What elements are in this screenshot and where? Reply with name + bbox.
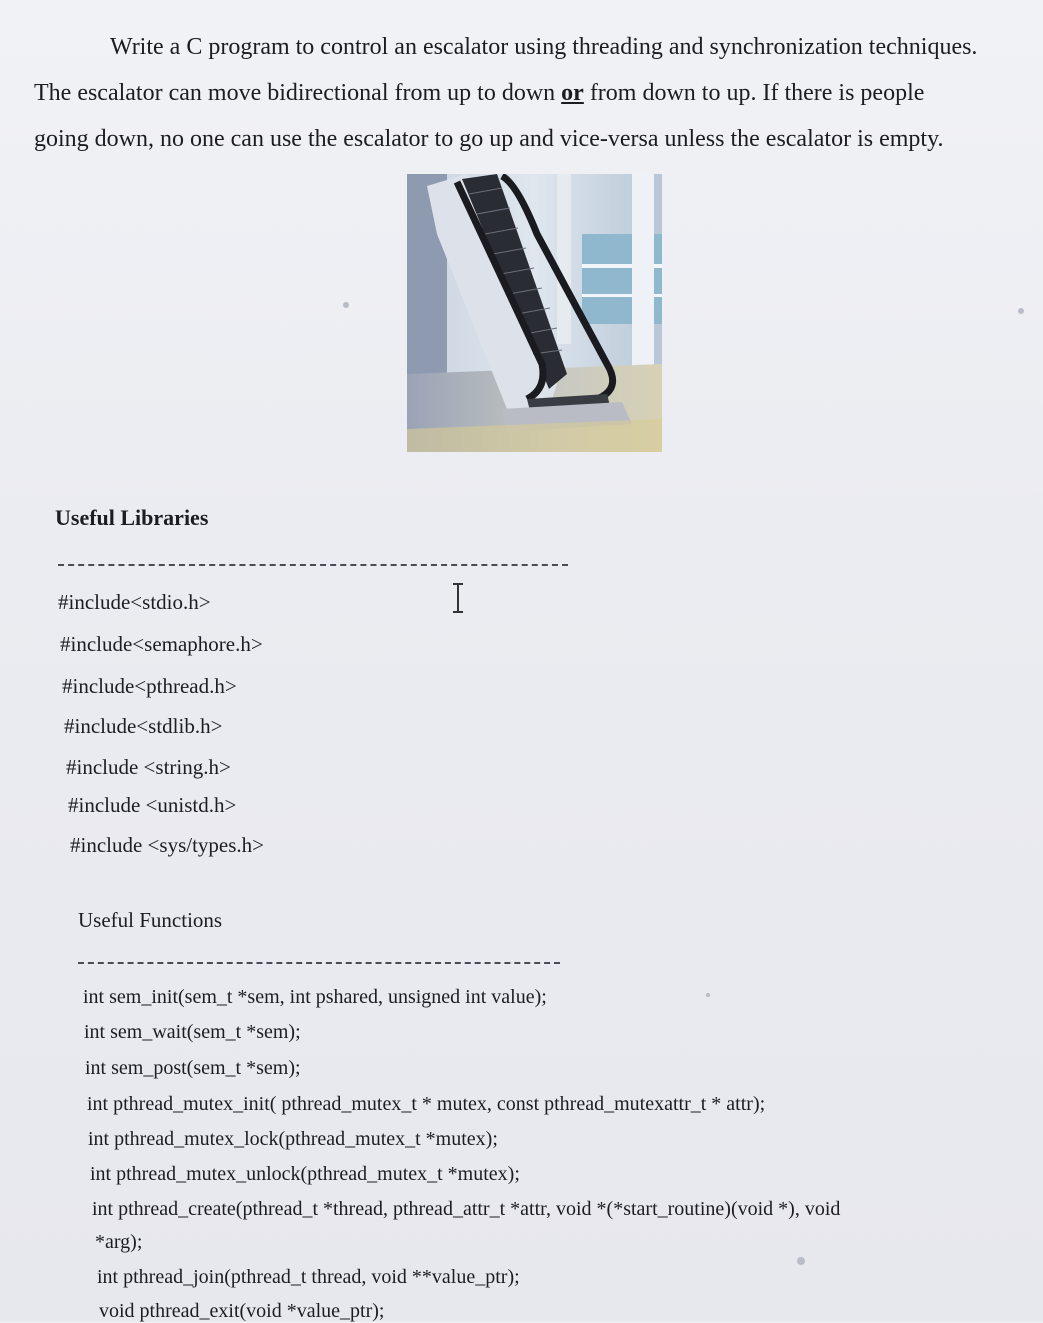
libraries-divider	[58, 564, 568, 566]
function-item: int pthread_mutex_unlock(pthread_mutex_t *mutex);	[90, 1163, 520, 1185]
speck-dot	[706, 993, 710, 997]
text-cursor-icon	[450, 582, 466, 614]
library-item: #include<stdlib.h>	[64, 714, 223, 738]
speck-dot	[797, 1257, 805, 1265]
function-item: int pthread_mutex_init( pthread_mutex_t * mutex, const pthread_mutexattr_t * attr);	[87, 1093, 766, 1115]
library-item: #include <sys/types.h>	[70, 833, 265, 857]
question-line-2a: The escalator can move bidirectional from up to down	[34, 80, 556, 106]
escalator-photo	[407, 174, 662, 452]
library-item: #include <string.h>	[66, 755, 231, 779]
emphasis-or: or	[561, 80, 584, 106]
function-item: *arg);	[95, 1231, 143, 1253]
question-line-1: Write a C program to control an escalator using threading and synchronization techniques.	[110, 34, 978, 60]
speck-dot	[343, 302, 349, 308]
library-item: #include<pthread.h>	[62, 674, 237, 698]
speck-dot	[1018, 308, 1024, 314]
library-item: #include<stdio.h>	[58, 590, 211, 614]
function-item: int sem_wait(sem_t *sem);	[84, 1021, 301, 1043]
function-item: int sem_post(sem_t *sem);	[85, 1057, 301, 1079]
library-item: #include <unistd.h>	[68, 793, 237, 817]
library-item: #include<semaphore.h>	[60, 632, 263, 656]
function-item: int pthread_mutex_lock(pthread_mutex_t *mutex);	[88, 1128, 498, 1150]
functions-heading: Useful Functions	[78, 908, 223, 932]
function-item: int pthread_create(pthread_t *thread, pthread_attr_t *attr, void *(*start_routine)(void *), void	[92, 1198, 841, 1220]
function-item: int pthread_join(pthread_t thread, void **value_ptr);	[97, 1266, 520, 1288]
libraries-heading: Useful Libraries	[55, 505, 209, 530]
function-item: int sem_init(sem_t *sem, int pshared, unsigned int value);	[83, 986, 547, 1008]
question-line-2	[34, 70, 1034, 116]
question-line-3: going down, no one can use the escalator to go up and vice-versa unless the escalator is empty.	[34, 126, 944, 152]
question-line-2b: from down to up. If there is people	[589, 80, 925, 106]
functions-divider	[78, 962, 560, 964]
question-paragraph	[34, 24, 1034, 162]
function-item: void pthread_exit(void *value_ptr);	[99, 1300, 385, 1322]
